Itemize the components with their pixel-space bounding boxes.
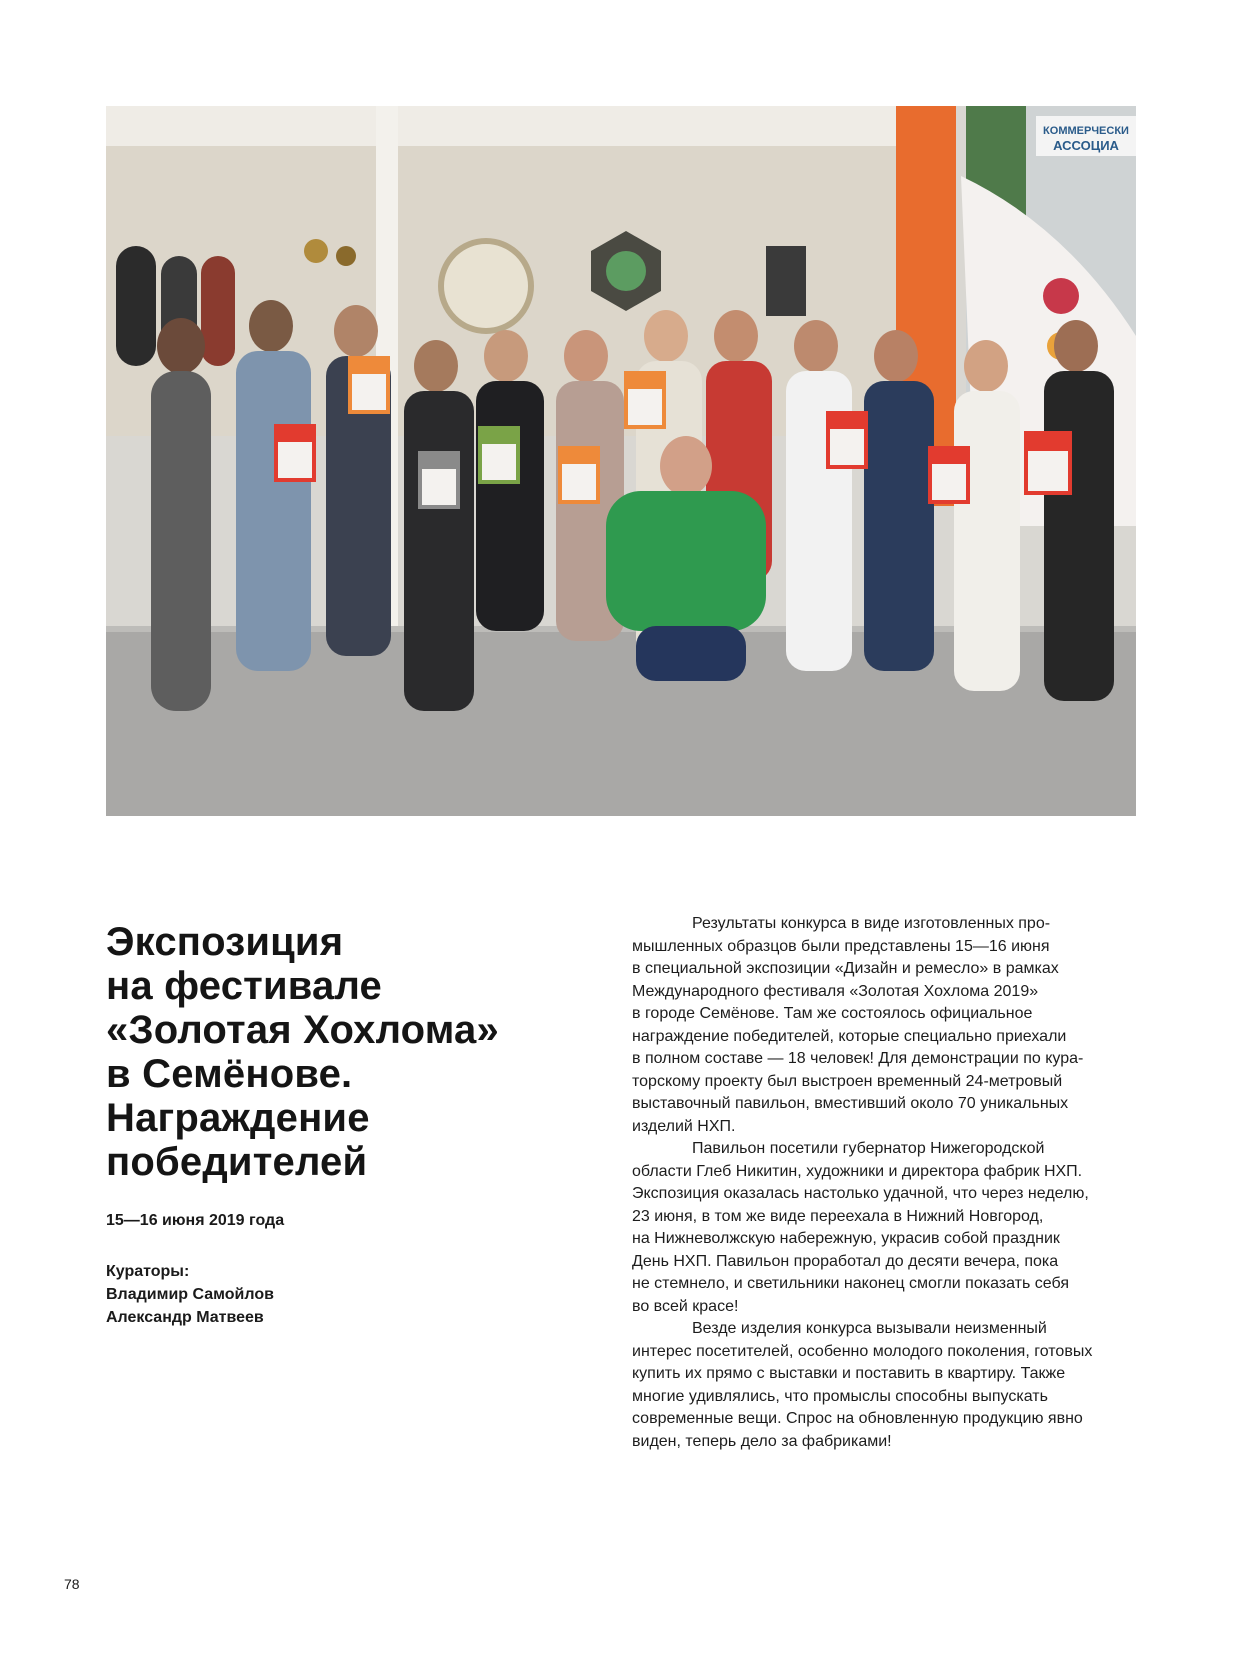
body-line: мышленных образцов были представлены 15—16 июня [632, 937, 1050, 955]
headline-line: в Семёнове. [106, 1052, 353, 1096]
headline-line: Награждение [106, 1096, 370, 1140]
body-line: торскому проекту был выстроен временный 24-метровый [632, 1072, 1063, 1090]
body-line: в полном составе — 18 человек! Для демонстрации по кура- [632, 1050, 1084, 1067]
headline-line: победителей [106, 1140, 368, 1184]
body-line: День НХП. Павильон проработал до десяти вечера, пока [632, 1252, 1059, 1270]
body-line: в городе Семёнове. Там же состоялось официальное [632, 1005, 1033, 1022]
group-photo [106, 106, 1136, 816]
body-line: награждение победителей, которые специально приехали [632, 1027, 1067, 1045]
curators-block [106, 1260, 274, 1329]
body-line: Международного фестиваля «Золотая Хохлома 2019» [632, 982, 1039, 1000]
body-line: выставочный павильон, вместивший около 70 уникальных [632, 1095, 1069, 1112]
body-line: в специальной экспозиции «Дизайн и ремесло» в рамках [632, 960, 1059, 977]
paragraph [632, 913, 1142, 1138]
headline-line: на фестивале [106, 964, 382, 1008]
body-line: на Нижневолжскую набережную, украсив собой праздник [632, 1230, 1060, 1247]
paragraph [632, 1138, 1142, 1318]
body-line: Павильон посетили губернатор Нижегородской [692, 1140, 1045, 1157]
body-line: области Глеб Никитин, художники и директора фабрик НХП. [632, 1162, 1083, 1180]
body-line: Результаты конкурса в виде изготовленных про- [692, 915, 1051, 932]
body-line: виден, теперь дело за фабриками! [632, 1432, 892, 1450]
body-line: Экспозиция оказалась настолько удачной, что через неделю, [632, 1185, 1089, 1202]
curator-name: Владимир Самойлов [106, 1286, 274, 1303]
svg-text:КОММЕРЧЕСКИ: КОММЕРЧЕСКИ [1043, 125, 1129, 137]
headline-line: Экспозиция [106, 920, 344, 964]
curators-label: Кураторы: [106, 1263, 190, 1280]
body-line: Везде изделия конкурса вызывали неизменный [692, 1320, 1047, 1337]
article-body [632, 913, 1142, 1453]
curator-name: Александр Матвеев [106, 1309, 264, 1326]
headline [106, 920, 576, 1184]
page-number: 78 [64, 1576, 80, 1592]
event-dates: 15—16 июня 2019 года [106, 1212, 285, 1229]
body-line: многие удивлялись, что промыслы способны выпускать [632, 1387, 1048, 1405]
body-line: современные вещи. Спрос на обновленную продукцию явно [632, 1410, 1083, 1427]
paragraph [632, 1318, 1142, 1453]
group-photo-icon [106, 106, 1136, 816]
body-line: изделий НХП. [632, 1117, 736, 1135]
headline-line: «Золотая Хохлома» [106, 1008, 499, 1052]
svg-text:АССОЦИА: АССОЦИА [1053, 138, 1119, 153]
body-line: купить их прямо с выставки и поставить в квартиру. Также [632, 1365, 1066, 1382]
body-line: 23 июня, в том же виде переехала в Нижний Новгород, [632, 1207, 1044, 1225]
body-line: интерес посетителей, особенно молодого поколения, готовых [632, 1342, 1093, 1360]
body-line: во всей красе! [632, 1297, 739, 1315]
body-line: не стемнело, и светильники наконец смогли показать себя [632, 1275, 1069, 1292]
